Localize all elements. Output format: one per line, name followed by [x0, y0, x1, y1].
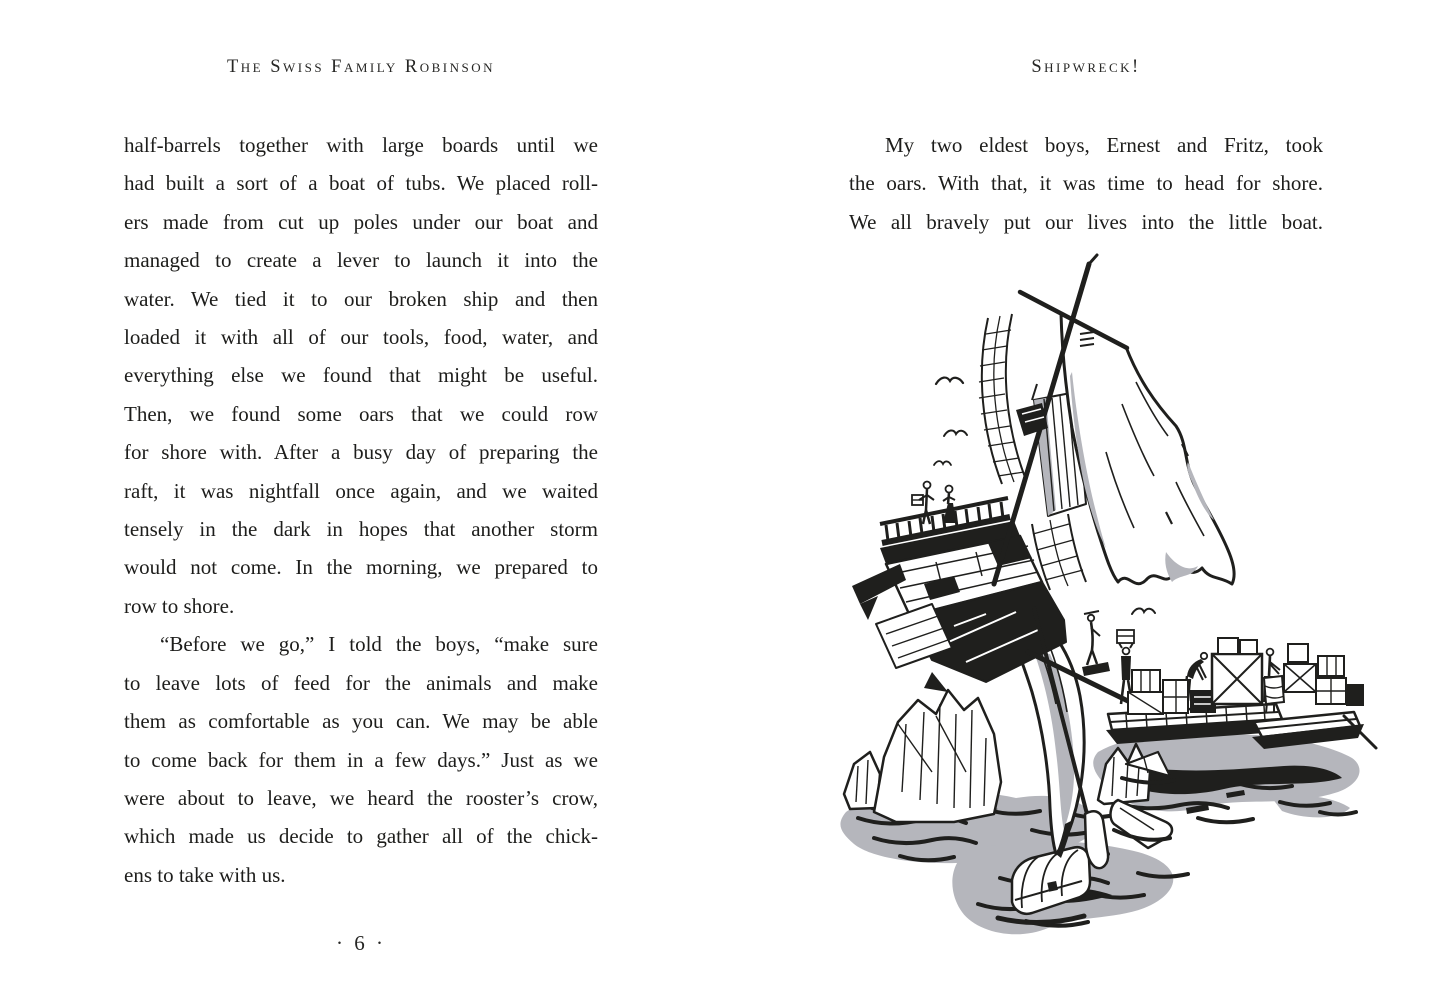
text-line: We all bravely put our lives into the little boat.	[849, 209, 1323, 234]
text-line: tensely in the dark in hopes that another storm	[124, 517, 598, 542]
page-number: · 6 ·	[336, 931, 386, 955]
text-line: half-barrels together with large boards until we	[124, 133, 598, 157]
text-line: were about to leave, we heard the rooster’s crow,	[124, 785, 598, 810]
text-line: had built a sort of a boat of tubs. We placed roll-	[124, 171, 598, 196]
text-line: which made us decide to gather all of the chick-	[124, 824, 598, 849]
running-header-right: Shipwreck!	[1031, 57, 1141, 77]
text-line: My two eldest boys, Ernest and Fritz, took	[885, 133, 1323, 157]
text-line: the oars. With that, it was time to head for shore.	[849, 171, 1323, 196]
text-line: water. We tied it to our broken ship and then	[124, 286, 598, 311]
text-line: ers made from cut up poles under our boat and	[124, 209, 598, 234]
text-line: raft, it was nightfall once again, and we waited	[124, 478, 598, 503]
pulley-block	[1016, 384, 1048, 436]
text-line: row to shore.	[124, 593, 235, 618]
running-header-left: The Swiss Family Robinson	[226, 57, 496, 77]
torn-sail	[1061, 314, 1234, 584]
text-line: for shore with. After a busy day of preparing the	[124, 440, 598, 465]
text-line: would not come. In the morning, we prepared to	[124, 555, 598, 580]
text-line: to leave lots of feed for the animals and make	[124, 670, 598, 695]
text-line: them as comfortable as you can. We may be able	[124, 709, 598, 734]
text-line: ens to take with us.	[124, 862, 286, 887]
text-line: “Before we go,” I told the boys, “make sure	[160, 632, 598, 657]
text-line: Then, we found some oars that we could row	[124, 401, 598, 426]
figure-on-wreck	[1082, 611, 1110, 676]
right-page-text	[849, 126, 1323, 241]
text-line: everything else we found that might be useful.	[124, 363, 598, 388]
shipwreck-illustration	[836, 252, 1392, 936]
text-line: loaded it with all of our tools, food, water, and	[124, 325, 598, 350]
text-line: to come back for them in a few days.” Just as we	[124, 747, 598, 772]
crates	[1128, 638, 1364, 714]
left-page-text	[124, 126, 598, 894]
raft	[1106, 630, 1376, 749]
text-line: managed to create a lever to launch it into the	[124, 248, 598, 273]
